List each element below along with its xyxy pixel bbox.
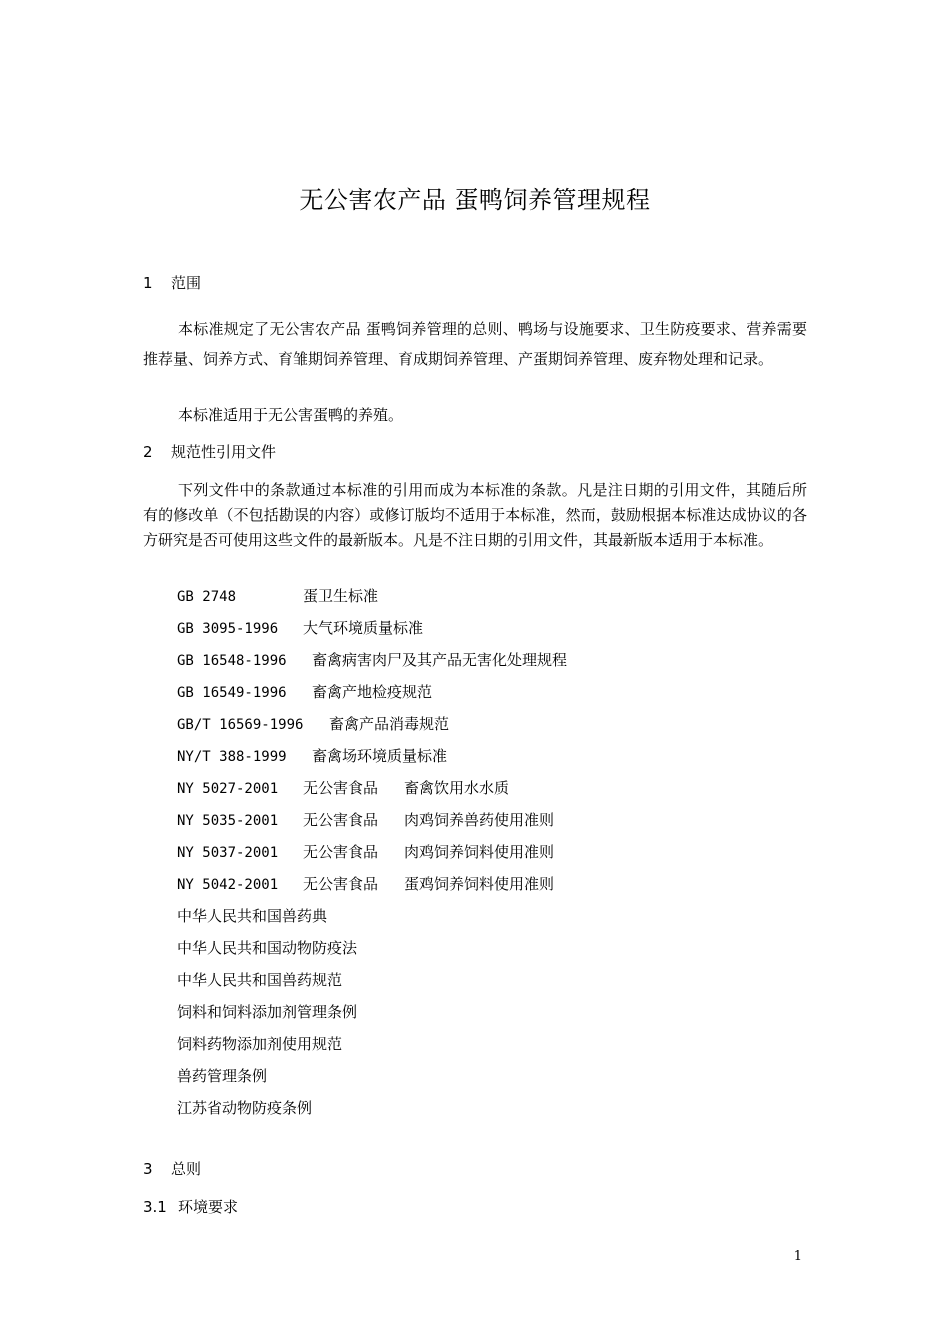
reference-code: GB 3095-1996 bbox=[177, 621, 279, 637]
reference-title: 中华人民共和国兽药典 bbox=[177, 907, 328, 925]
reference-item bbox=[177, 649, 567, 681]
section-1-heading bbox=[143, 272, 201, 294]
applicability-paragraph: 本标准适用于无公害蛋鸭的养殖。 bbox=[178, 406, 404, 424]
reference-item bbox=[177, 745, 567, 777]
reference-category: 无公害食品 bbox=[303, 843, 379, 861]
reference-item bbox=[177, 1065, 567, 1097]
section-number: 2 bbox=[143, 443, 153, 461]
section-3-heading bbox=[143, 1158, 201, 1180]
reference-category: 无公害食品 bbox=[303, 811, 379, 829]
reference-title: 兽药管理条例 bbox=[177, 1067, 268, 1085]
reference-title: 大气环境质量标准 bbox=[303, 619, 424, 637]
references-intro-paragraph: 下列文件中的条款通过本标准的引用而成为本标准的条款。凡是注日期的引用文件，其随后所有的修改单（不包括勘误的内容）或修订版均不适用于本标准，然而，鼓励根据本标准达成协议的各方研究是否可使用这些文件的最新版本。凡是不注日期的引用文件，其最新版本适用于本标准。 bbox=[143, 481, 807, 549]
reference-item bbox=[177, 1097, 567, 1129]
reference-title: 蛋鸡饲养饲料使用准则 bbox=[404, 875, 555, 893]
reference-item bbox=[177, 873, 567, 905]
reference-code: NY 5042-2001 bbox=[177, 877, 279, 893]
section-number: 1 bbox=[143, 274, 153, 292]
reference-item bbox=[177, 1001, 567, 1033]
reference-code: NY 5037-2001 bbox=[177, 845, 279, 861]
reference-item bbox=[177, 905, 567, 937]
reference-item bbox=[177, 777, 567, 809]
reference-title: 中华人民共和国动物防疫法 bbox=[177, 939, 358, 957]
document-title: 无公害农产品 蛋鸭饲养管理规程 bbox=[299, 186, 651, 214]
reference-code: GB 16549-1996 bbox=[177, 685, 287, 701]
subsection-title: 环境要求 bbox=[178, 1198, 239, 1216]
reference-title: 肉鸡饲养饲料使用准则 bbox=[404, 843, 555, 861]
reference-item bbox=[177, 713, 567, 745]
page-number: 1 bbox=[793, 1249, 802, 1264]
reference-code: NY 5035-2001 bbox=[177, 813, 279, 829]
section-3-1-heading bbox=[143, 1196, 238, 1218]
reference-title: 畜禽饮用水水质 bbox=[404, 779, 510, 797]
reference-title: 畜禽病害肉尸及其产品无害化处理规程 bbox=[312, 651, 568, 669]
section-title: 总则 bbox=[171, 1160, 202, 1178]
reference-title: 畜禽场环境质量标准 bbox=[312, 747, 448, 765]
subsection-number: 3.1 bbox=[143, 1198, 167, 1216]
reference-item bbox=[177, 681, 567, 713]
reference-category: 无公害食品 bbox=[303, 779, 379, 797]
reference-title: 畜禽产地检疫规范 bbox=[312, 683, 433, 701]
reference-item bbox=[177, 585, 567, 617]
reference-code: GB 2748 bbox=[177, 589, 237, 605]
reference-item bbox=[177, 809, 567, 841]
reference-category: 无公害食品 bbox=[303, 875, 379, 893]
reference-item bbox=[177, 1033, 567, 1065]
reference-code: GB 16548-1996 bbox=[177, 653, 287, 669]
reference-title: 蛋卫生标准 bbox=[303, 587, 379, 605]
reference-item bbox=[177, 841, 567, 873]
reference-item bbox=[177, 937, 567, 969]
reference-title: 江苏省动物防疫条例 bbox=[177, 1099, 313, 1117]
section-2-heading bbox=[143, 441, 276, 463]
reference-title: 中华人民共和国兽药规范 bbox=[177, 971, 343, 989]
reference-item bbox=[177, 969, 567, 1001]
reference-list bbox=[177, 585, 567, 1129]
reference-title: 饲料和饲料添加剂管理条例 bbox=[177, 1003, 358, 1021]
reference-code: GB/T 16569-1996 bbox=[177, 717, 304, 733]
reference-item bbox=[177, 617, 567, 649]
section-number: 3 bbox=[143, 1160, 153, 1178]
section-title: 规范性引用文件 bbox=[171, 443, 277, 461]
reference-title: 饲料药物添加剂使用规范 bbox=[177, 1035, 343, 1053]
reference-code: NY/T 388-1999 bbox=[177, 749, 287, 765]
reference-title: 肉鸡饲养兽药使用准则 bbox=[404, 811, 555, 829]
reference-code: NY 5027-2001 bbox=[177, 781, 279, 797]
reference-title: 畜禽产品消毒规范 bbox=[329, 715, 450, 733]
section-title: 范围 bbox=[171, 274, 202, 292]
scope-paragraph: 本标准规定了无公害农产品 蛋鸭饲养管理的总则、鸭场与设施要求、卫生防疫要求、营养需要推荐量、饲养方式、育雏期饲养管理、育成期饲养管理、产蛋期饲养管理、废弃物处理和记录。 bbox=[143, 320, 807, 368]
